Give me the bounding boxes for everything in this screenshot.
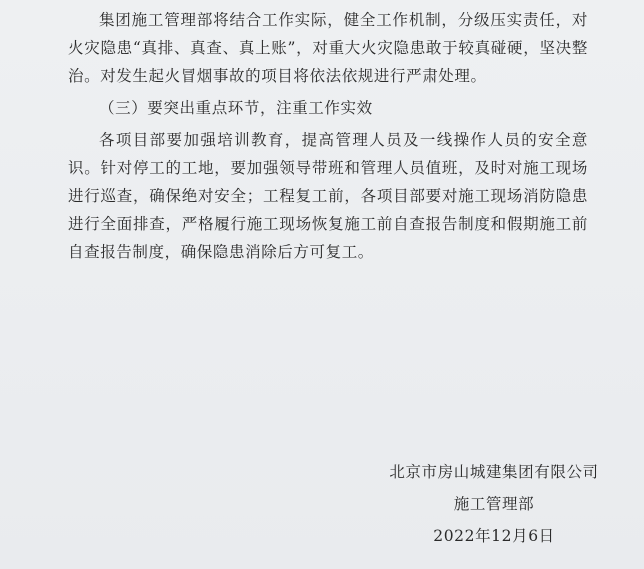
document-body bbox=[68, 6, 588, 266]
section-heading-three: （三）要突出重点环节，注重工作实效 bbox=[99, 99, 373, 117]
signature-date: 2022年12月6日 bbox=[433, 527, 555, 545]
signature-organization: 北京市房山城建集团有限公司 bbox=[389, 463, 599, 481]
signature-department: 施工管理部 bbox=[453, 495, 535, 513]
signature-block bbox=[344, 456, 644, 552]
paragraph-fire-hazard-rectification: 集团施工管理部将结合工作实际，健全工作机制，分级压实责任，对火灾隐患“真排、真查、真上账”，对重大火灾隐患敢于较真碰硬，坚决整治。对发生起火冒烟事故的项目将依法依规进行严肃处理。 bbox=[68, 11, 588, 85]
paragraph-training-and-inspection: 各项目部要加强培训教育，提高管理人员及一线操作人员的安全意识。针对停工的工地，要加强领导带班和管理人员值班，及时对施工现场进行巡查，确保绝对安全；工程复工前，各项目部要对施工现场消防隐患进行全面排查，严格履行施工现场恢复施工前自查报告制度和假期施工前自查报告制度，确保隐患消除后方可复工。 bbox=[68, 131, 588, 261]
